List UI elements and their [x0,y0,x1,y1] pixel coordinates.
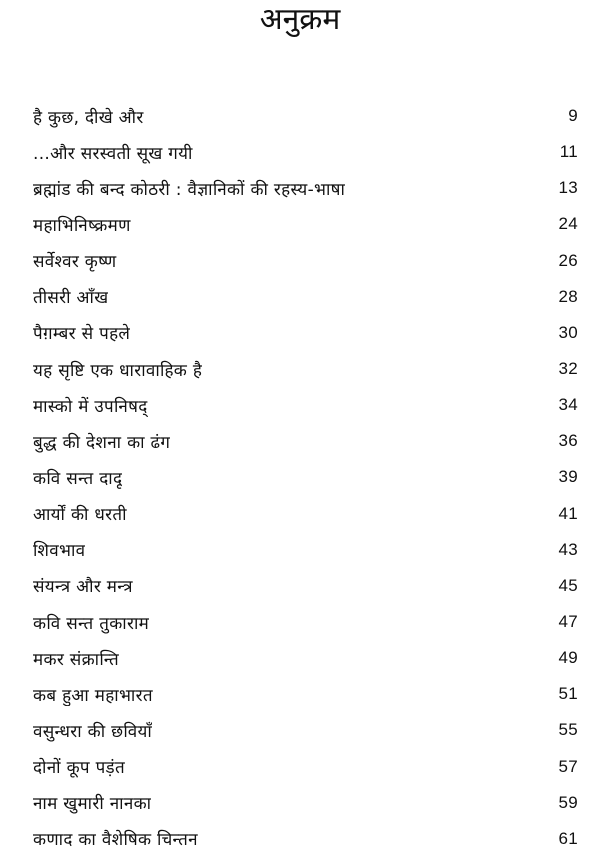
toc-entry-title: कवि सन्त दादू [33,468,123,489]
toc-entry[interactable] [33,676,578,712]
page-title: अनुक्रम [259,2,341,37]
toc-entry-page: 55 [558,720,578,740]
toc-entry[interactable] [33,532,578,568]
toc-entry[interactable] [33,243,578,279]
toc-entry-page: 39 [558,467,578,487]
toc-entry[interactable] [33,279,578,315]
toc-entry-title: बुद्ध की देशना का ढंग [33,432,171,453]
toc-entry-page: 49 [558,648,578,668]
toc-entry[interactable] [33,387,578,423]
toc-entry-page: 28 [558,286,578,306]
toc-entry-page: 26 [558,250,578,270]
toc-entry[interactable] [33,351,578,387]
toc-entry-page: 30 [558,322,578,342]
toc-entry[interactable] [33,640,578,676]
toc-entry[interactable] [33,712,578,748]
toc-entry[interactable] [33,98,578,134]
toc-entry-page: 9 [568,106,578,126]
toc-entry-title: कणाद का वैशेषिक चिन्तन [33,830,198,851]
toc-entry[interactable] [33,496,578,532]
toc-entry-title: वसुन्धरा की छवियाँ [33,721,153,742]
toc-entry[interactable] [33,423,578,459]
toc-entry[interactable] [33,170,578,206]
toc-entry[interactable] [33,134,578,170]
toc-entry-page: 43 [558,539,578,559]
toc-entry-page: 36 [558,431,578,451]
toc-entry[interactable] [33,459,578,495]
toc-entry-title: कब हुआ महाभारत [33,685,153,706]
toc-entry[interactable] [33,206,578,242]
toc-entry[interactable] [33,749,578,785]
toc-entry-page: 57 [558,756,578,776]
toc-entry-title: मास्को में उपनिषद् [33,396,148,417]
toc-entry-page: 13 [558,178,578,198]
toc-entry-title: मकर संक्रान्ति [33,649,119,670]
toc-entry-title: महाभिनिष्क्रमण [33,215,131,236]
toc-entry-title: संयन्त्र और मन्त्र [33,577,133,598]
toc-entry-page: 47 [558,612,578,632]
toc-entry-page: 45 [558,575,578,595]
toc-entry[interactable] [33,568,578,604]
toc-entry-page: 59 [558,792,578,812]
toc-entry-title: शिवभाव [33,541,86,562]
toc-entry[interactable] [33,604,578,640]
toc-entry-page: 41 [558,503,578,523]
table-of-contents [33,98,578,857]
toc-entry-page: 32 [558,359,578,379]
toc-entry-title: ब्रह्मांड की बन्द कोठरी : वैज्ञानिकों की रहस्य-भाषा [33,179,346,200]
toc-entry-title: है कुछ, दीखे और [33,107,144,128]
toc-entry-title: तीसरी आँख [33,288,109,309]
toc-entry-title: नाम खुमारी नानका [33,794,152,815]
toc-entry-page: 24 [558,214,578,234]
toc-entry[interactable] [33,315,578,351]
toc-entry-page: 34 [558,395,578,415]
toc-entry-page: 11 [559,142,578,162]
toc-entry-title: दोनों कूप पड़ंत [33,758,125,779]
toc-entry[interactable] [33,785,578,821]
toc-entry-title: कवि सन्त तुकाराम [33,613,150,634]
toc-entry-page: 61 [558,828,578,848]
toc-entry[interactable] [33,821,578,857]
toc-entry-title: सर्वेश्वर कृष्ण [33,252,117,273]
toc-entry-title: आर्यों की धरती [33,505,127,526]
toc-entry-title: यह सृष्टि एक धारावाहिक है [33,360,203,381]
toc-entry-title: पैग़म्बर से पहले [33,324,131,345]
toc-entry-title: ...और सरस्वती सूख गयी [33,143,193,164]
toc-entry-page: 51 [558,684,578,704]
